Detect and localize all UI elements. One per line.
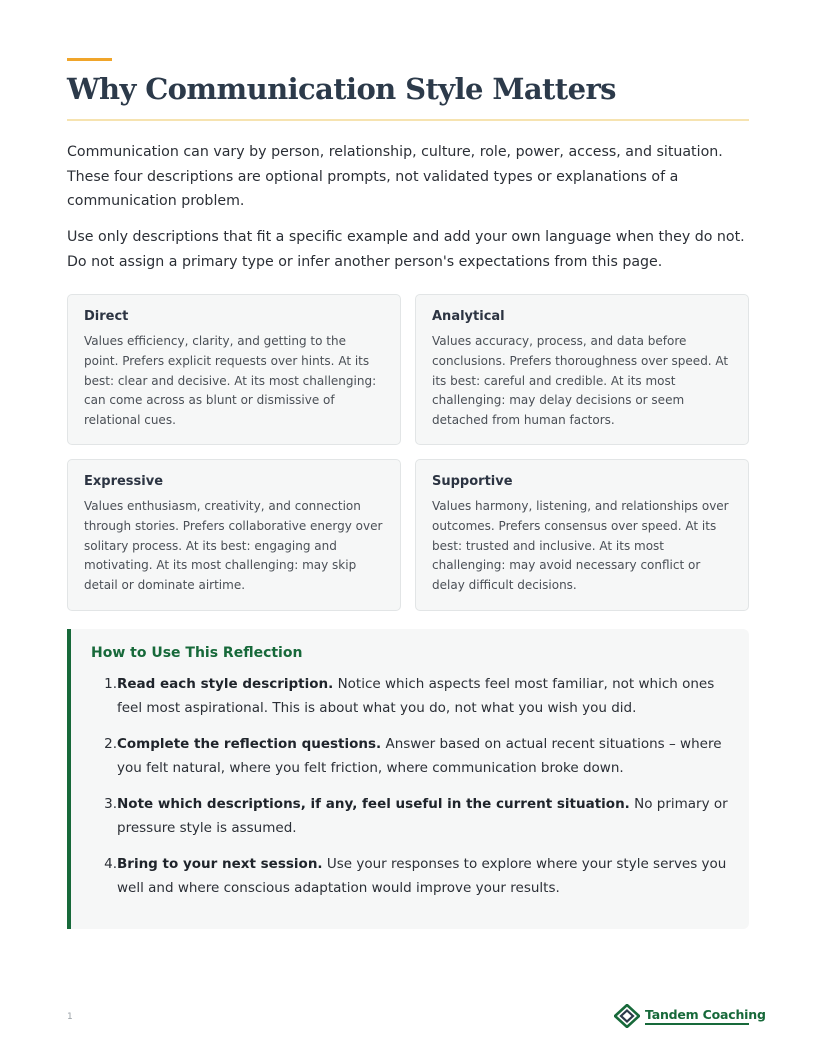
- title-divider: [67, 119, 749, 121]
- style-card-title: Analytical: [432, 309, 505, 324]
- diamond-logo-icon: [614, 1004, 640, 1028]
- intro-paragraph-1: Communication can vary by person, relationship, culture, role, power, access, and situation. These four descriptions are optional prompts, not validated types or explanations of a communication problem.: [67, 144, 723, 209]
- style-card-description: Values harmony, listening, and relationships over outcomes. Prefers consensus over speed. At its best: trusted and inclusive. At its most challenging: may avoid necessary conflict or delay difficult decisions.: [432, 499, 729, 593]
- step-detail: Answer based on actual recent situations – where you felt natural, where you felt friction, where communication broke down.: [117, 736, 722, 776]
- step-lead: Bring to your next session.: [117, 856, 323, 872]
- step-lead: Read each style description.: [117, 676, 334, 692]
- page-title: Why Communication Style Matters: [67, 72, 616, 106]
- step-number: 4.: [104, 856, 117, 872]
- style-card-title: Direct: [84, 309, 129, 324]
- step-lead: Complete the reflection questions.: [117, 736, 382, 752]
- step-detail: No primary or pressure style is assumed.: [117, 796, 728, 836]
- step-number: 1.: [104, 676, 117, 692]
- style-card-expressive: [67, 459, 401, 611]
- callout-title: How to Use This Reflection: [91, 645, 303, 661]
- step-detail: Notice which aspects feel most familiar, not which ones feel most aspirational. This is about what you do, not what you wish you did.: [117, 676, 715, 716]
- title-accent-bar: [67, 58, 112, 61]
- step-number: 3.: [104, 796, 117, 812]
- intro-paragraph-2: Use only descriptions that fit a specific example and add your own language when they do not. Do not assign a primary type or infer another person's expectations from this page.: [67, 229, 745, 270]
- page-number: 1: [67, 1012, 73, 1022]
- style-card-title: Supportive: [432, 474, 513, 489]
- step-lead: Note which descriptions, if any, feel useful in the current situation.: [117, 796, 630, 812]
- style-card-description: Values efficiency, clarity, and getting to the point. Prefers explicit requests over hints. At its best: clear and decisive. At its most challenging: can come across as blunt or dismissive of relational cues.: [84, 334, 377, 428]
- style-card-description: Values enthusiasm, creativity, and connection through stories. Prefers collaborative energy over solitary process. At its best: engaging and motivating. At its most challenging: may skip detail or dominate airtime.: [84, 499, 383, 593]
- style-card-title: Expressive: [84, 474, 164, 489]
- style-card-direct: [67, 294, 401, 445]
- step-number: 2.: [104, 736, 117, 752]
- style-card-analytical: [415, 294, 749, 445]
- step-detail: Use your responses to explore where your style serves you well and where conscious adaptation would improve your results.: [117, 856, 727, 896]
- style-card-supportive: [415, 459, 749, 611]
- brand-logo: [614, 1004, 766, 1028]
- how-to-use-callout: [67, 629, 749, 929]
- style-card-description: Values accuracy, process, and data before conclusions. Prefers thoroughness over speed. At its best: careful and credible. At its most challenging: may delay decisions or seem detached from human factors.: [432, 334, 729, 428]
- brand-name: Tandem Coaching: [645, 1007, 766, 1022]
- brand-underline: [645, 1023, 749, 1025]
